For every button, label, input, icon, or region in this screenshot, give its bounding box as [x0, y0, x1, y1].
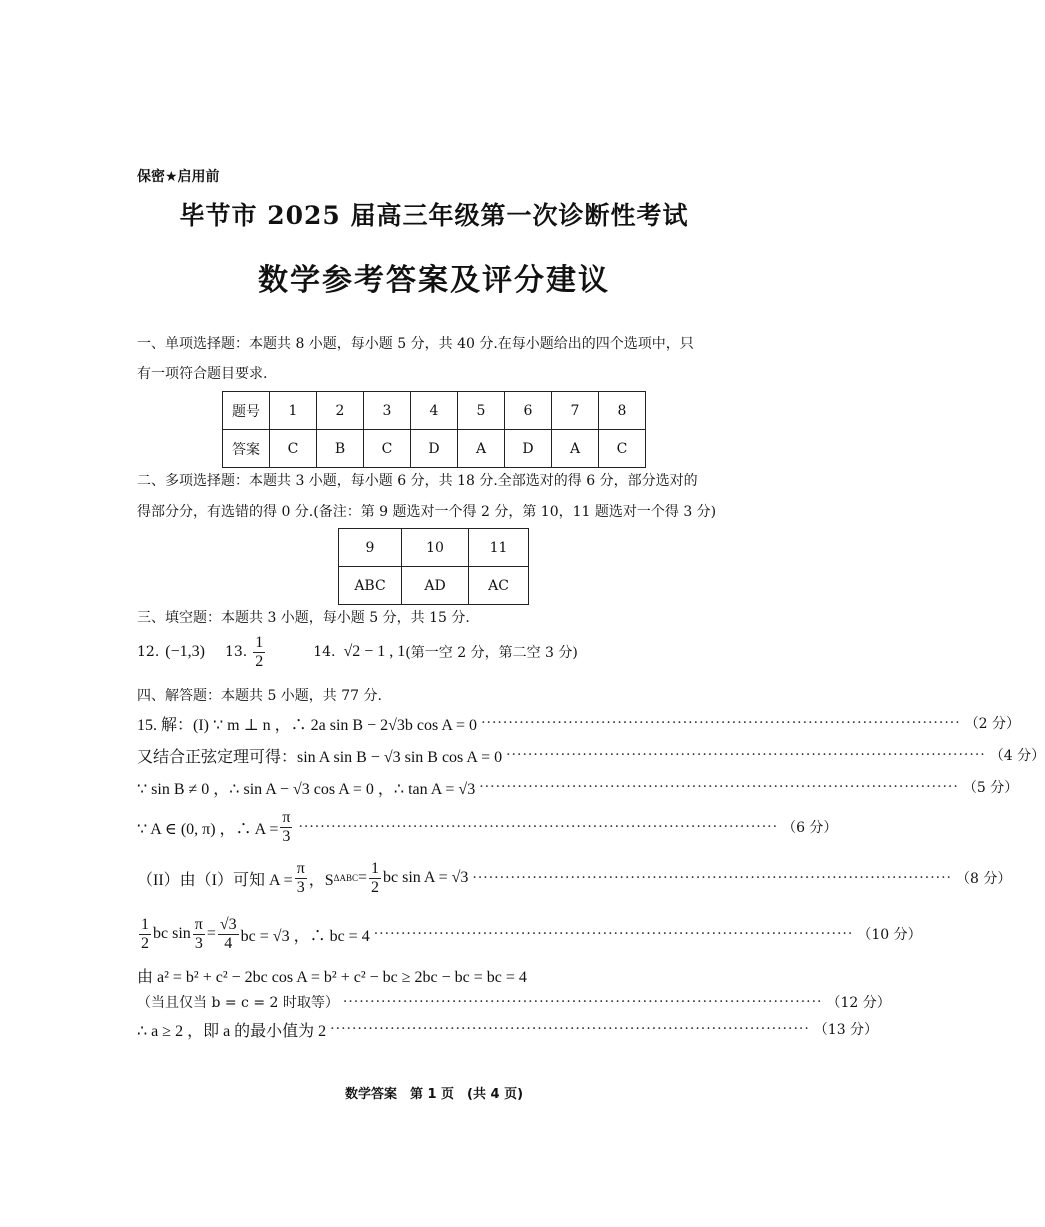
q13-label: 13. [224, 644, 248, 660]
solution-step: bc = √3 ，∴ bc = 4 [240, 927, 370, 945]
fraction-denominator: 3 [194, 934, 203, 952]
solution-line [137, 964, 712, 986]
fraction-denominator: 3 [296, 878, 305, 896]
table-cell: C [364, 430, 411, 468]
solution-step: ∴ a ≥ 2 ，即 a 的最小值为 2 [137, 1022, 327, 1040]
solution-step: （II）由（I）可知 A = [137, 871, 293, 889]
score-points: （4 分） [989, 748, 1045, 764]
table-cell: 11 [469, 529, 529, 567]
table-cell: AC [469, 567, 529, 605]
fraction [295, 860, 307, 896]
fraction [280, 809, 292, 845]
exam-title: 毕节市 2025 届高三年级第一次诊断性考试 [179, 201, 689, 230]
table-row [223, 392, 646, 430]
q14-label: 14. [313, 644, 336, 660]
solution-step: ∵ A ∈ (0, π) ，∴ A = [137, 820, 279, 838]
solution-step: = [357, 869, 367, 886]
section1-instructions-line1: 一、单项选择题：本题共 8 小题，每小题 5 分，共 40 分.在每小题给出的四个选项中，只 [137, 336, 694, 352]
fraction-denominator: 2 [141, 934, 149, 952]
leader-dots: ························································································ [481, 715, 961, 731]
document-subtitle: 数学参考答案及评分建议 [258, 263, 610, 298]
table-cell: 5 [458, 392, 505, 430]
single-choice-answer-table [222, 391, 646, 468]
table-cell: 9 [339, 529, 402, 567]
solution-line [137, 712, 1021, 734]
solution-step: bc sin A = √3 [383, 869, 469, 886]
q12-answer: (−1,3) [165, 643, 205, 660]
solution-step: bc sin [153, 925, 191, 942]
fraction-denominator: 2 [371, 878, 379, 896]
solution-step: ∵ sin B ≠ 0 ，∴ sin A − √3 cos A = 0 ，∴ tan A = √3 [137, 780, 476, 798]
score-points: （5 分） [962, 780, 1019, 796]
table-row [339, 567, 529, 605]
leader-dots: ························································································ [479, 779, 959, 795]
fraction [218, 916, 239, 952]
table-cell: A [458, 430, 505, 468]
fraction-numerator: π [282, 808, 291, 826]
table-cell: 7 [552, 392, 599, 430]
solution-step: （当且仅当 b = c = 2 时取等） [137, 995, 339, 1011]
solution-line [137, 1018, 879, 1040]
table-cell: 2 [317, 392, 364, 430]
table-cell: 1 [270, 392, 317, 430]
fraction-numerator: 1 [255, 633, 264, 651]
section1-instructions-line2: 有一项符合题目要求. [137, 366, 268, 382]
table-cell: A [552, 430, 599, 468]
fraction-numerator: √3 [219, 915, 237, 933]
solution-line [137, 776, 1019, 798]
section4-instructions: 四、解答题：本题共 5 小题，共 77 分. [137, 688, 382, 704]
solution-line [137, 856, 1012, 900]
table-row [339, 529, 529, 567]
table-cell: D [505, 430, 552, 468]
subscript: ΔABC [333, 873, 358, 883]
multi-choice-answer-table [338, 528, 529, 605]
fraction-denominator: 2 [255, 652, 264, 670]
table-row [223, 430, 646, 468]
q13-answer [253, 634, 265, 670]
fraction-numerator: 1 [371, 859, 379, 877]
score-points: （13 分） [813, 1022, 879, 1038]
table-cell: 6 [505, 392, 552, 430]
q12-label: 12. [137, 644, 160, 660]
table-cell: 8 [599, 392, 646, 430]
leader-dots: ························································································ [342, 994, 823, 1010]
confidential-label: 保密★启用前 [137, 169, 220, 185]
solution-step: ，S [308, 871, 334, 889]
solution-step: 15. 解：(I) ∵ m ⊥ n ，∴ 2a sin B − 2√3b cos A = 0 [137, 716, 478, 734]
table-cell: ABC [339, 567, 402, 605]
fraction-numerator: π [296, 859, 305, 877]
leader-dots: ························································································ [472, 870, 952, 886]
score-points: （12 分） [826, 995, 891, 1011]
table-cell: 4 [411, 392, 458, 430]
table-row-label: 题号 [223, 392, 270, 430]
solution-step: 又结合正弦定理可得：sin A sin B − √3 sin B cos A = 0 [137, 748, 503, 766]
leader-dots: ························································································ [373, 926, 854, 942]
fraction [369, 860, 381, 896]
table-cell: 10 [402, 529, 469, 567]
section3-instructions: 三、填空题：本题共 3 小题，每小题 5 分，共 15 分. [137, 610, 470, 626]
solution-line [137, 744, 1045, 766]
solution-line [137, 991, 891, 1013]
table-cell: C [599, 430, 646, 468]
leader-dots: ························································································ [330, 1021, 810, 1037]
q14-scoring-note: (第一空 2 分，第二空 3 分) [405, 645, 578, 661]
section2-instructions-line1: 二、多项选择题：本题共 3 小题，每小题 6 分，共 18 分.全部选对的得 6 分，部分选对的 [137, 473, 698, 489]
fill-in-answers [137, 630, 578, 674]
section2-instructions-line2: 得部分分，有选错的得 0 分.(备注：第 9 题选对一个得 2 分，第 10，11 题选对一个得 3 分) [137, 504, 717, 520]
score-points: （2 分） [964, 716, 1021, 732]
table-cell: 3 [364, 392, 411, 430]
fraction [139, 916, 151, 952]
fraction-numerator: π [194, 915, 203, 933]
solution-step: = [206, 925, 216, 942]
table-row-label: 答案 [223, 430, 270, 468]
score-points: （8 分） [956, 871, 1012, 887]
table-cell: AD [402, 567, 469, 605]
solution-line [137, 910, 922, 958]
leader-dots: ························································································ [506, 747, 986, 763]
fraction-denominator: 3 [282, 827, 291, 845]
table-cell: B [317, 430, 364, 468]
page-footer: 数学答案 第 1 页 (共 4 页) [344, 1087, 524, 1102]
score-points: （10 分） [857, 927, 922, 943]
score-points: （6 分） [782, 820, 838, 836]
fraction [193, 916, 205, 952]
q14-answer: √2 − 1 , 1 [343, 643, 406, 660]
solution-step: 由 a² = b² + c² − 2bc cos A = b² + c² − bc ≥ 2bc − bc = bc = 4 [137, 968, 527, 986]
table-cell: C [270, 430, 317, 468]
leader-dots: ························································································ [298, 819, 779, 835]
fraction-denominator: 4 [224, 934, 233, 952]
solution-line [137, 806, 838, 848]
table-cell: D [411, 430, 458, 468]
fraction-numerator: 1 [141, 915, 149, 933]
